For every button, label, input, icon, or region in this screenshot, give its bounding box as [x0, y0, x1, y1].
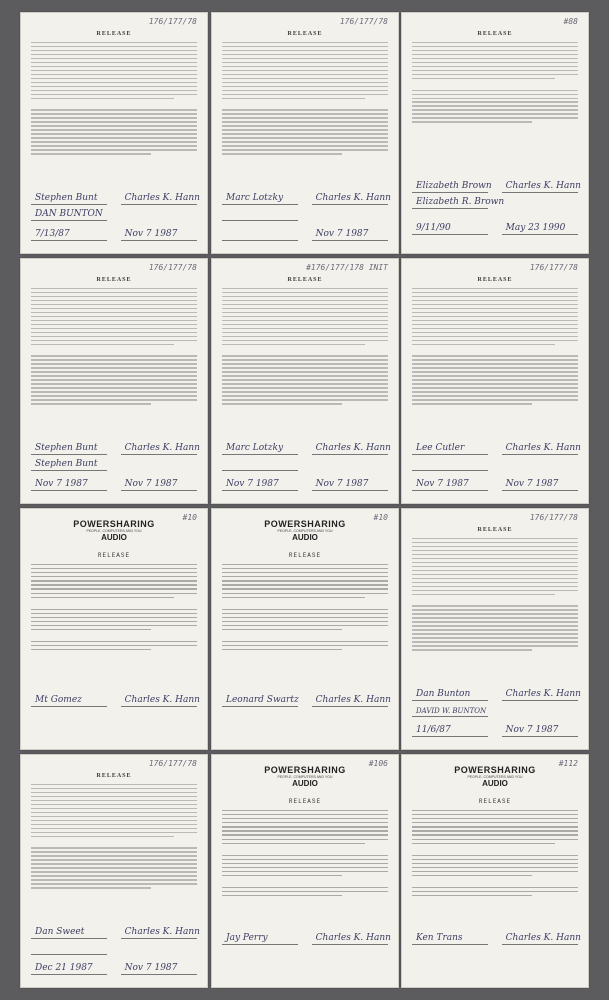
powersharing-signature: Charles K. Hann: [312, 439, 388, 455]
sheet-heading: RELEASE: [288, 552, 322, 559]
sheet-heading: RELEASE: [96, 31, 132, 37]
body-text-block: [31, 564, 197, 650]
handwritten-number: #10: [182, 513, 197, 522]
body-text-block: [31, 42, 197, 155]
speaker-signature: Dan Bunton: [412, 685, 488, 701]
handwritten-number: 176/177/78: [148, 263, 197, 272]
powersharing-signature: Charles K. Hann: [312, 691, 388, 707]
powersharing-signature: Charles K. Hann: [121, 691, 197, 707]
sheet-heading: RELEASE: [478, 798, 512, 805]
date-left: Nov 7 1987: [222, 479, 298, 491]
handwritten-number: #10: [373, 513, 388, 522]
speaker-signature: Elizabeth Brown: [412, 177, 488, 193]
powersharing-signature: Charles K. Hann: [502, 439, 578, 455]
sheet-heading: RELEASE: [287, 277, 323, 283]
powersharing-logo: POWERSHARING PEOPLE, COMPUTERS AND YOU AUDIO: [73, 519, 155, 542]
date-left: 7/13/87: [31, 229, 107, 241]
signature-area: [222, 685, 391, 729]
handwritten-number: 176/177/78: [529, 513, 578, 522]
print-name-field: [222, 455, 298, 471]
handwritten-number: #112: [558, 759, 578, 768]
print-name-field: [412, 455, 488, 471]
powersharing-signature: Charles K. Hann: [502, 177, 578, 193]
signature-area: [222, 183, 391, 245]
powersharing-signature: Charles K. Hann: [121, 189, 197, 205]
handwritten-number: #106: [368, 759, 388, 768]
release-sheet-5: [211, 258, 399, 504]
company-address: [212, 739, 398, 743]
speaker-signature: Leonard Swartz: [222, 691, 298, 707]
date-left: Nov 7 1987: [31, 479, 107, 491]
powersharing-signature: Charles K. Hann: [121, 439, 197, 455]
powersharing-signature: Charles K. Hann: [121, 923, 197, 939]
body-text-block: [222, 288, 388, 405]
powersharing-signature: Charles K. Hann: [502, 929, 578, 945]
powersharing-release-sheet-3: [211, 754, 399, 988]
body-text-block: [222, 564, 388, 650]
company-address: [21, 739, 207, 743]
date-right: May 23 1990: [502, 223, 578, 235]
handwritten-number: 176/177/78: [529, 263, 578, 272]
sheet-heading: RELEASE: [477, 31, 513, 37]
handwritten-number: 176/177/78: [148, 759, 197, 768]
powersharing-logo: POWERSHARING PEOPLE, COMPUTERS AND YOU AUDIO: [264, 519, 346, 542]
release-sheet-6: [401, 258, 589, 504]
body-text-block: [412, 288, 578, 405]
print-name-field: Elizabeth R. Brown: [412, 193, 488, 209]
powersharing-signature: Charles K. Hann: [312, 189, 388, 205]
date-right: Nov 7 1987: [502, 479, 578, 491]
sheet-heading: RELEASE: [97, 552, 131, 559]
speaker-signature: Marc Lotzky: [222, 439, 298, 455]
powersharing-release-sheet-4: [401, 754, 589, 988]
signature-area: [412, 923, 581, 967]
company-address: [402, 977, 588, 981]
release-sheet-1: [20, 12, 208, 254]
speaker-signature: Lee Cutler: [412, 439, 488, 455]
body-text-block: [412, 810, 578, 896]
powersharing-logo: POWERSHARING PEOPLE, COMPUTERS AND YOU AUDIO: [454, 765, 536, 788]
speaker-signature: Stephen Bunt: [31, 189, 107, 205]
sheet-heading: RELEASE: [477, 527, 513, 533]
date-left: 9/11/90: [412, 223, 488, 235]
date-right: Nov 7 1987: [121, 963, 197, 975]
body-text-block: [31, 288, 197, 405]
handwritten-number: #88: [563, 17, 578, 26]
powersharing-logo: POWERSHARING PEOPLE, COMPUTERS AND YOU AUDIO: [264, 765, 346, 788]
speaker-signature: Stephen Bunt: [31, 439, 107, 455]
date-right: Nov 7 1987: [121, 479, 197, 491]
body-text-block: [222, 42, 388, 155]
sheet-heading: RELEASE: [287, 31, 323, 37]
sheet-heading: RELEASE: [96, 277, 132, 283]
sheet-heading: RELEASE: [96, 773, 132, 779]
signature-area: [412, 171, 581, 245]
release-sheet-8: [20, 754, 208, 988]
powersharing-release-sheet-1: [20, 508, 208, 750]
date-left: [222, 229, 298, 241]
date-left: Dec 21 1987: [31, 963, 107, 975]
date-right: Nov 7 1987: [312, 229, 388, 241]
print-name-field: DAVID W. BUNTON: [412, 701, 488, 717]
signature-area: [31, 183, 200, 245]
date-right: Nov 7 1987: [121, 229, 197, 241]
speaker-signature: Ken Trans: [412, 929, 488, 945]
speaker-signature: Jay Perry: [222, 929, 298, 945]
sheet-heading: RELEASE: [477, 277, 513, 283]
body-text-block: [412, 42, 578, 123]
powersharing-signature: Charles K. Hann: [502, 685, 578, 701]
release-sheet-3: [401, 12, 589, 254]
body-text-block: [222, 810, 388, 896]
company-address: [212, 977, 398, 981]
speaker-signature: Mt Gomez: [31, 691, 107, 707]
print-name-field: DAN BUNTON: [31, 205, 107, 221]
release-sheet-7: [401, 508, 589, 750]
release-sheet-4: [20, 258, 208, 504]
handwritten-number: 176/177/78: [148, 17, 197, 26]
signature-area: [31, 433, 200, 495]
body-text-block: [412, 538, 578, 651]
date-right: Nov 7 1987: [312, 479, 388, 491]
body-text-block: [31, 784, 197, 889]
signature-area: [412, 679, 581, 741]
signature-area: [31, 917, 200, 979]
powersharing-signature: Charles K. Hann: [312, 929, 388, 945]
signature-area: [412, 433, 581, 495]
date-left: 11/6/87: [412, 725, 488, 737]
date-left: Nov 7 1987: [412, 479, 488, 491]
signature-area: [31, 685, 200, 729]
sheet-heading: RELEASE: [288, 798, 322, 805]
speaker-signature: Marc Lotzky: [222, 189, 298, 205]
print-name-field: Stephen Bunt: [31, 455, 107, 471]
print-name-field: [222, 205, 298, 221]
signature-area: [222, 923, 391, 967]
powersharing-release-sheet-2: [211, 508, 399, 750]
speaker-signature: Dan Sweet: [31, 923, 107, 939]
print-name-field: [31, 939, 107, 955]
handwritten-number: #176/177/178 INIT: [306, 263, 388, 272]
handwritten-number: 176/177/78: [339, 17, 388, 26]
signature-area: [222, 433, 391, 495]
release-sheet-2: [211, 12, 399, 254]
date-right: Nov 7 1987: [502, 725, 578, 737]
